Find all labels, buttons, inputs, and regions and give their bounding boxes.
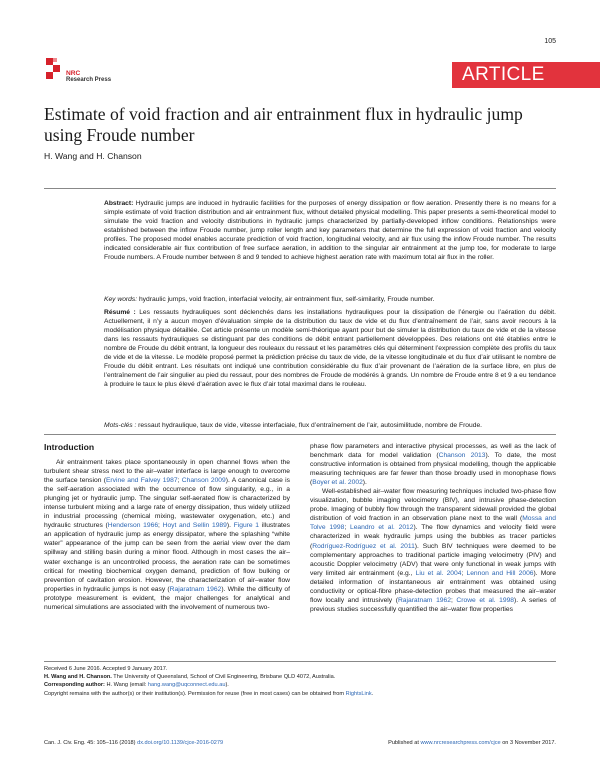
authors: H. Wang and H. Chanson — [44, 151, 142, 161]
figure-link[interactable]: Figure 1 — [233, 522, 260, 530]
body-columns — [44, 442, 556, 642]
article-footnotes — [44, 661, 556, 698]
nrc-research-press-logo[interactable] — [44, 56, 134, 92]
affiliation — [44, 673, 556, 681]
text-run: ). While the difficulty of prototype measurement is evident, the major challenges for analytical and numerical simulations are associated with the involvement of numerous two- — [44, 585, 290, 611]
text-run: ). A series of previous studies successfully quantified the air–water flow properties — [310, 596, 557, 613]
citation-link[interactable]: Rajaratnam 1962 — [169, 585, 222, 593]
abstract-label: Abstract: — [104, 200, 134, 207]
citation-link[interactable]: Henderson 1966 — [107, 522, 159, 530]
section-heading-introduction: Introduction — [44, 442, 95, 452]
abstract-text: Hydraulic jumps are induced in hydraulic facilities for the purposes of energy dissipation or flow aeration. Presently there is no means for a simple estimate of void fraction distribution and air entrainment flux, without detailed physical modelling. This paper presents a semi-theoretical model to simulate the void fraction and velocity distributions in hydraulic jumps characterized by partially-developed inflow conditions. Relationships were established between the inflow Froude number, jump roller length and key parameters that determine the full expression of void fraction and velocity profiles. The proposed model enables accurate prediction of void fraction, longitudinal velocity, and air flux using the inflow Froude number. The results indicated considerable air flux contribution of free surface aeration, in addition to the singular air entrainment at the jump toe, for moderate to large Froude numbers. A Froude number between 8 and 9 tended to achieve highest aeration rate with maximum total air flux in the roller. — [104, 200, 556, 262]
article-type-banner: ARTICLE — [452, 62, 600, 88]
text-run: ; — [461, 569, 467, 577]
bottom-bar — [44, 740, 556, 746]
resume-text: Les ressauts hydrauliques sont déclenchés dans les installations hydrauliques pour la dissipation de l’énergie ou l’aération du débit. Actuellement, il n’y a aucun moyen d’évaluation simple de la distribution du taux de vide et du flux d’entraînement de l’air, sans avoir recours à la modélisation physique détaillée. Cet article présente un modèle semi-théorique ayant pour but de simuler la distribution du taux de vide et de la vitesse dans les ressauts hydrauliques se distinguant par des conditions de débit entrant partiellement développées. Des relations ont été établies entre le nombre de Froude du débit entrant, la longueur des rouleaux du ressaut et les paramètres clés qui déterminent l’expression complète des profils du taux de vide et de la vitesse. Le modèle proposé permet la prédiction précise du taux de vide, de la vitesse longitudinale et du flux d’air utilisant le nombre de Froude du débit entrant. Les résultats ont indiqué une contribution considérable du flux d’air provenant de l’aération de la surface libre, en plus de l’entraînement de l’air singulier au pied du ressaut, pour des nombres de Froude de modérés à grands. Un nombre de Froude entre 8 et 9 a eu tendance à produire le taux le plus élevé d’aération avec le flux d’air total maximal dans le rouleau. — [104, 309, 557, 389]
keywords-label: Key words: — [104, 296, 138, 303]
citation-link[interactable]: Leandro et al. 2012 — [349, 524, 414, 532]
right-column — [310, 442, 556, 614]
text-run: ). — [226, 522, 234, 530]
text-run: ). The flow dynamics and velocity field were characterized in weak hydraulic jumps using the bubbles as tracer particles ( — [310, 524, 556, 550]
journal-ref: Can. J. Civ. Eng. 45: 105–116 (2018) — [44, 740, 138, 746]
logo-line1: NRC — [66, 70, 81, 77]
doi-link[interactable]: dx.doi.org/10.1139/cjce-2016-0279 — [137, 740, 224, 746]
text-run: ). To date, the most constructive information is obtained from physical modelling, though the applicable measuring techniques are far fewer than those broadly used in monophase flows ( — [310, 452, 556, 487]
citation-link[interactable]: Rajaratnam 1962 — [397, 596, 451, 604]
page-number: 105 — [544, 38, 556, 45]
corresponding-name: H. Wang (email: — [104, 682, 148, 689]
text-run: ). Such BIV techniques were deemed to be complementary approaches to traditional particle imaging velocimetry (PIV) and acoustic Doppler velocimetry (ADV) that were only functional in weak jumps with very limited air entrainment (e.g., — [310, 542, 557, 577]
text-run: Published at — [388, 740, 421, 746]
text-run: ). — [225, 682, 229, 689]
intro-paragraph-1 — [44, 458, 290, 612]
text-run: Air entrainment takes place spontaneously in open channel flows when the turbulent shear stress next to the air–water interface is large enough to overcome the surface tension ( — [44, 459, 290, 485]
text-run: Well-established air–water flow measuring techniques included two-phase flow visualization, bubble imaging velocimetry (BIV), and intrusive phase-detection probe. Imaging of bubbly flow through the transparent sidewall provided the global distribution of void fraction in an observation plane next to the wall ( — [310, 488, 556, 523]
copyright-text: Copyright remains with the author(s) or their institution(s). Permission for reuse (free in most cases) can be obtained from — [44, 690, 346, 697]
citation-link[interactable]: Rodríguez-Rodríguez et al. 2011 — [312, 542, 415, 550]
logo-line2: Research Press — [66, 77, 112, 84]
abstract — [104, 199, 556, 262]
left-column — [44, 442, 290, 612]
text-run: ; — [177, 477, 182, 485]
affiliation-label: H. Wang and H. Chanson. — [44, 674, 112, 681]
abstract-top-rule — [44, 188, 556, 189]
citation-link[interactable]: Boyer et al. 2002 — [312, 479, 363, 487]
text-run: . — [371, 690, 374, 697]
citation-link[interactable]: Liu et al. 2004 — [415, 569, 462, 577]
mots-cles-label: Mots-clés : — [104, 422, 137, 429]
nrc-logo-icon — [44, 56, 66, 84]
mots-cles — [104, 421, 556, 430]
abstract-bottom-rule — [44, 434, 556, 435]
keywords-text: hydraulic jumps, void fraction, interfacial velocity, air entrainment flux, self-similarity, Froude number. — [137, 296, 435, 303]
text-run: ; — [158, 522, 163, 530]
citation-link[interactable]: Hoyt and Sellin 1989 — [162, 522, 227, 530]
resume — [104, 308, 556, 389]
rightslink-link[interactable]: RightsLink — [345, 690, 372, 697]
text-run: phase flow parameters and interactive physical processes, as well as the lack of benchmark data for model validation ( — [310, 443, 556, 460]
journal-citation — [44, 740, 223, 746]
corresponding-author — [44, 681, 556, 689]
citation-link[interactable]: Chanson 2009 — [181, 477, 226, 485]
intro-paragraph-2 — [310, 487, 556, 614]
intro-paragraph-1-cont — [310, 442, 556, 487]
logo-text — [66, 70, 111, 85]
received-dates: Received 6 June 2016. Accepted 9 January 2017. — [44, 666, 168, 672]
text-run: ; — [450, 596, 457, 604]
citation-link[interactable]: Ervine and Falvey 1987 — [105, 477, 178, 485]
text-run: ). More detailed information of instantaneous air entrainment was obtained using conductivity or optical-fibre phase-detection probes that measured the air–water flow locally and intrusively ( — [310, 569, 556, 604]
published-note — [388, 740, 556, 746]
journal-website-link[interactable]: www.nrcresearchpress.com/cjce — [420, 740, 501, 746]
corresponding-label: Corresponding author: — [44, 682, 105, 689]
copyright — [44, 690, 556, 698]
affiliation-text: The University of Queensland, School of Civil Engineering, Brisbane QLD 4072, Australia. — [111, 674, 336, 681]
citation-link[interactable]: Chanson 2013 — [438, 452, 486, 460]
email-link[interactable]: hang.wang@uqconnect.edu.au — [147, 682, 226, 689]
text-run: illustrates an application of hydraulic jump as energy dissipator, where the splashing “white water” appearance of the jump can be seen from the aerial view over the dam spillway and stilling basin during a minor flood. Although in most cases the air–water exchange is an uncontrolled process, the aeration rate can be sometimes critical for meeting biochemical oxygen demand, prediction of flow bulking or prevention of cavitation erosion. However, the characterization of air–water flow properties in hydraulic jumps is not easy ( — [44, 522, 290, 593]
citation-link[interactable]: Crowe et al. 1998 — [456, 596, 515, 604]
text-run: on 3 November 2017. — [500, 740, 556, 746]
text-run: ; — [344, 524, 350, 532]
text-run: ). A canonical case is the self-aeration associated with the occurrence of flow singularity, e.g., in a plunging jet or hydraulic jump. The singular self-aerated flow is characterized by intense turbulent mixing and a large rate of energy dissipation, thus widely utilized in industrial processing (chemical mixing, wastewater oxygenation, etc.) and hydraulic structures ( — [44, 477, 291, 530]
citation-link[interactable]: Lennon and Hill 2006 — [466, 569, 534, 577]
citation-link[interactable]: Mossa and Tolve 1998 — [310, 515, 556, 532]
keywords — [104, 295, 556, 304]
article-title: Estimate of void fraction and air entrainment flux in hydraulic jump using Froude number — [44, 104, 523, 145]
resume-label: Résumé : — [104, 309, 136, 316]
text-run: ). — [362, 479, 367, 487]
mots-cles-text: ressaut hydraulique, taux de vide, vitesse interfaciale, flux d’entraînement de l’air, autosimilitude, nombre de Froude. — [136, 422, 483, 429]
